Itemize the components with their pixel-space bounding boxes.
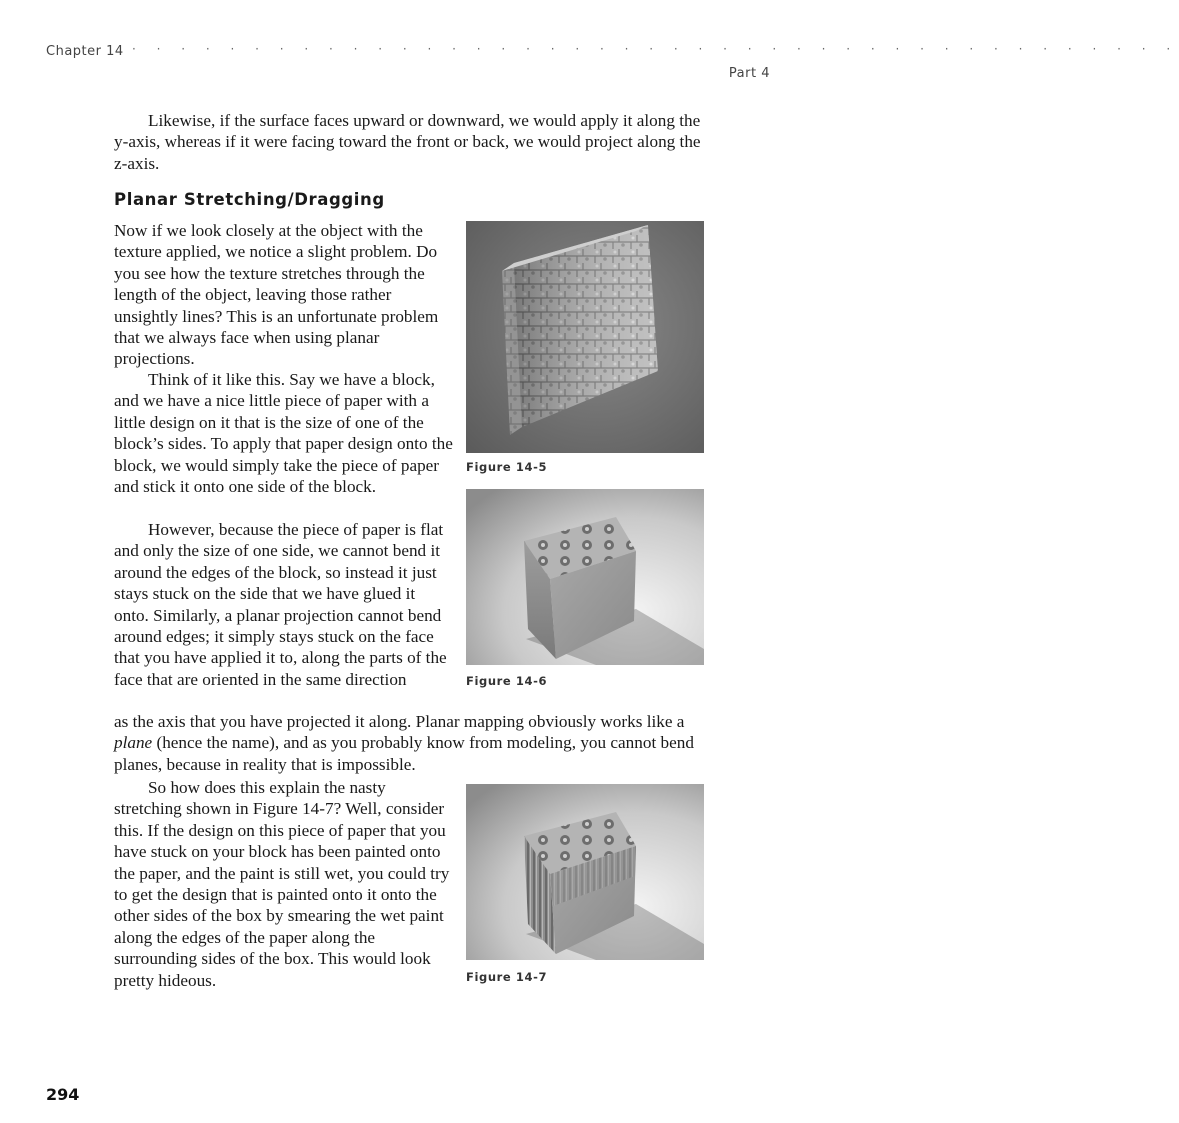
paragraph-3-text-a: as the axis that you have projected it along. Planar mapping obviously works like a <box>114 712 685 731</box>
intro-paragraph: Likewise, if the surface faces upward or downward, we would apply it along the y-axis, whereas if it were facing toward the front or back, we would project along the z-axis. <box>114 111 701 173</box>
paragraph-1: Now if we look closely at the object with the texture applied, we notice a slight problem. Do you see how the texture stretches through the length of the object, leaving those rather unsightly lines? This is an unfortunate problem that we always face when using planar projections. <box>114 221 439 369</box>
chapter-label: Chapter 14 <box>46 44 124 59</box>
running-header <box>46 42 1179 64</box>
paragraph-3-continued <box>114 711 704 775</box>
figure-14-6-caption: Figure 14-6 <box>466 674 548 688</box>
figure-14-7-image <box>466 784 704 960</box>
leader-dots: · · · · · · · · · · · · · · · · · · · · · · · · · · · · · · · · · · · · · · · · · · · <box>132 42 1179 56</box>
figure-14-5-caption: Figure 14-5 <box>466 460 548 474</box>
paragraph-3-text-b: (hence the name), and as you probably know from modeling, you cannot bend planes, because in reality that is impossible. <box>114 733 694 774</box>
paragraph-3: However, because the piece of paper is flat and only the size of one side, we cannot bend it around the edges of the block, so instead it just stays stuck on the side that we have glued it onto. Similarly, a planar projection cannot bend around edges; it simply stays stuck on the face that you have applied it to, along the parts of the face that are oriented in the same direction <box>114 520 447 689</box>
page-number: 294 <box>46 1085 80 1104</box>
figure-14-6-image <box>466 489 704 665</box>
paragraph-4: So how does this explain the nasty stretching shown in Figure 14-7? Well, consider this. If the design on this piece of paper that you have stuck on your block has been painted onto the paper, and the paint is still wet, you could try to get the design that is painted onto it onto the other sides of the box by smearing the wet paint along the edges of the paper along the surrounding sides of the box. This would look pretty hideous. <box>114 778 450 990</box>
part-label: Part 4 <box>728 66 770 81</box>
section-heading: Planar Stretching/Dragging <box>114 190 385 209</box>
figure-14-5-image <box>466 221 704 453</box>
figure-14-7-caption: Figure 14-7 <box>466 970 548 984</box>
paragraph-2: Think of it like this. Say we have a block, and we have a nice little piece of paper with a little design on it that is the size of one of the block’s sides. To apply that paper design onto the block, we would simply take the piece of paper and stick it onto one side of the block. <box>114 370 453 497</box>
plane-emphasis: plane <box>114 733 153 753</box>
